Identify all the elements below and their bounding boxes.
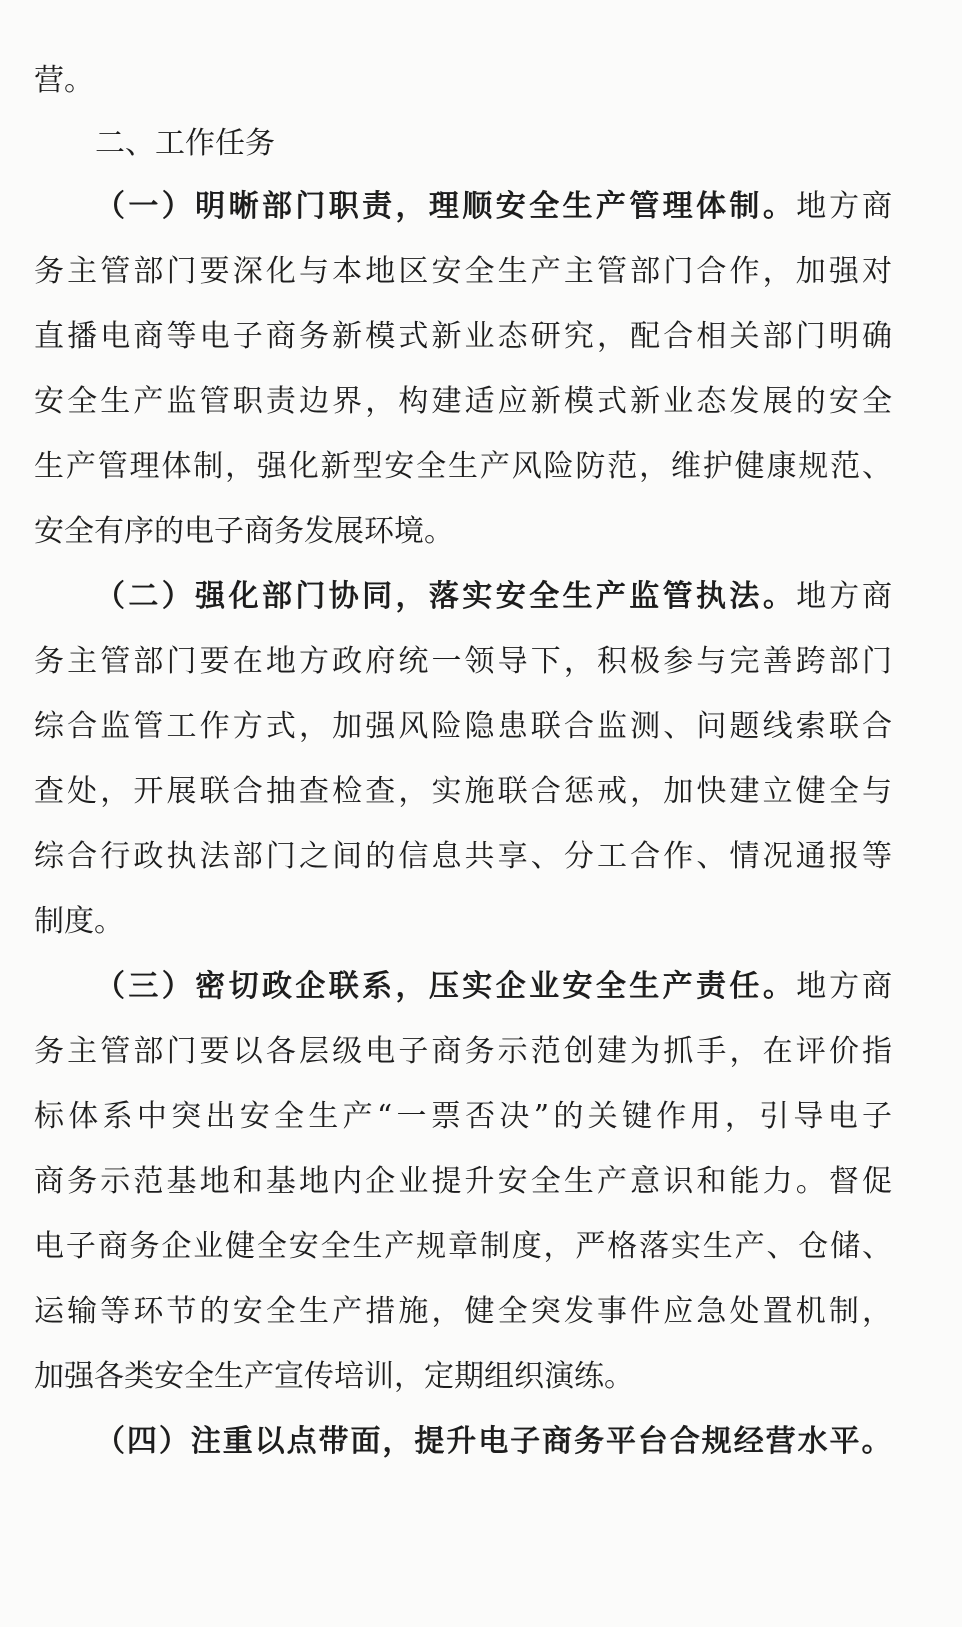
paragraph-3-line-6: 运输等环节的安全生产措施，健全突发事件应急处置机制， [34, 1294, 892, 1329]
paragraph-1-line-5: 生产管理体制，强化新型安全生产风险防范，维护健康规范、 [34, 449, 892, 484]
paragraph-1-line-1: 地方商 [796, 189, 892, 224]
paragraph-3-line-1: 地方商 [796, 969, 892, 1004]
paragraph-1-first-line [95, 175, 892, 239]
paragraph-3-first-line [95, 955, 892, 1019]
paragraph-3-line-5: 电子商务企业健全安全生产规章制度，严格落实生产、仓储、 [34, 1229, 892, 1264]
paragraph-1-line-2: 务主管部门要深化与本地区安全生产主管部门合作，加强对 [34, 254, 892, 289]
paragraph-2-line-5: 综合行政执法部门之间的信息共享、分工合作、情况通报等 [34, 839, 892, 874]
paragraph-4-first-line [95, 1410, 892, 1474]
paragraph-2-heading: （二）强化部门协同，落实安全生产监管执法。 [95, 579, 797, 614]
paragraph-3-line-7: 加强各类安全生产宣传培训，定期组织演练。 [34, 1359, 634, 1394]
paragraph-4-heading: （四）注重以点带面，提升电子商务平台合规经营水平。 [95, 1424, 892, 1459]
paragraph-2-line-1: 地方商 [796, 579, 892, 614]
intro-fragment: 营。 [34, 63, 94, 98]
paragraph-3-line-3: 标体系中突出安全生产“一票否决”的关键作用，引导电子 [34, 1099, 892, 1134]
paragraph-3-heading: （三）密切政企联系，压实企业安全生产责任。 [95, 969, 797, 1004]
paragraph-1-line-6: 安全有序的电子商务发展环境。 [34, 514, 454, 549]
paragraph-2-first-line [95, 565, 892, 629]
paragraph-1-line-4: 安全生产监管职责边界，构建适应新模式新业态发展的安全 [34, 384, 892, 419]
paragraph-2-line-6: 制度。 [34, 904, 124, 939]
paragraph-2-line-3: 综合监管工作方式，加强风险隐患联合监测、问题线索联合 [34, 709, 892, 744]
paragraph-1-heading: （一）明晰部门职责，理顺安全生产管理体制。 [95, 189, 797, 224]
paragraph-1-line-3: 直播电商等电子商务新模式新业态研究，配合相关部门明确 [34, 319, 892, 354]
paragraph-2-line-4: 查处，开展联合抽查检查，实施联合惩戒，加快建立健全与 [34, 774, 892, 809]
section-title: 二、工作任务 [95, 126, 275, 161]
paragraph-3-line-4: 商务示范基地和基地内企业提升安全生产意识和能力。督促 [34, 1164, 892, 1199]
paragraph-2-line-2: 务主管部门要在地方政府统一领导下，积极参与完善跨部门 [34, 644, 892, 679]
paragraph-3-line-2: 务主管部门要以各层级电子商务示范创建为抓手，在评价指 [34, 1034, 892, 1069]
